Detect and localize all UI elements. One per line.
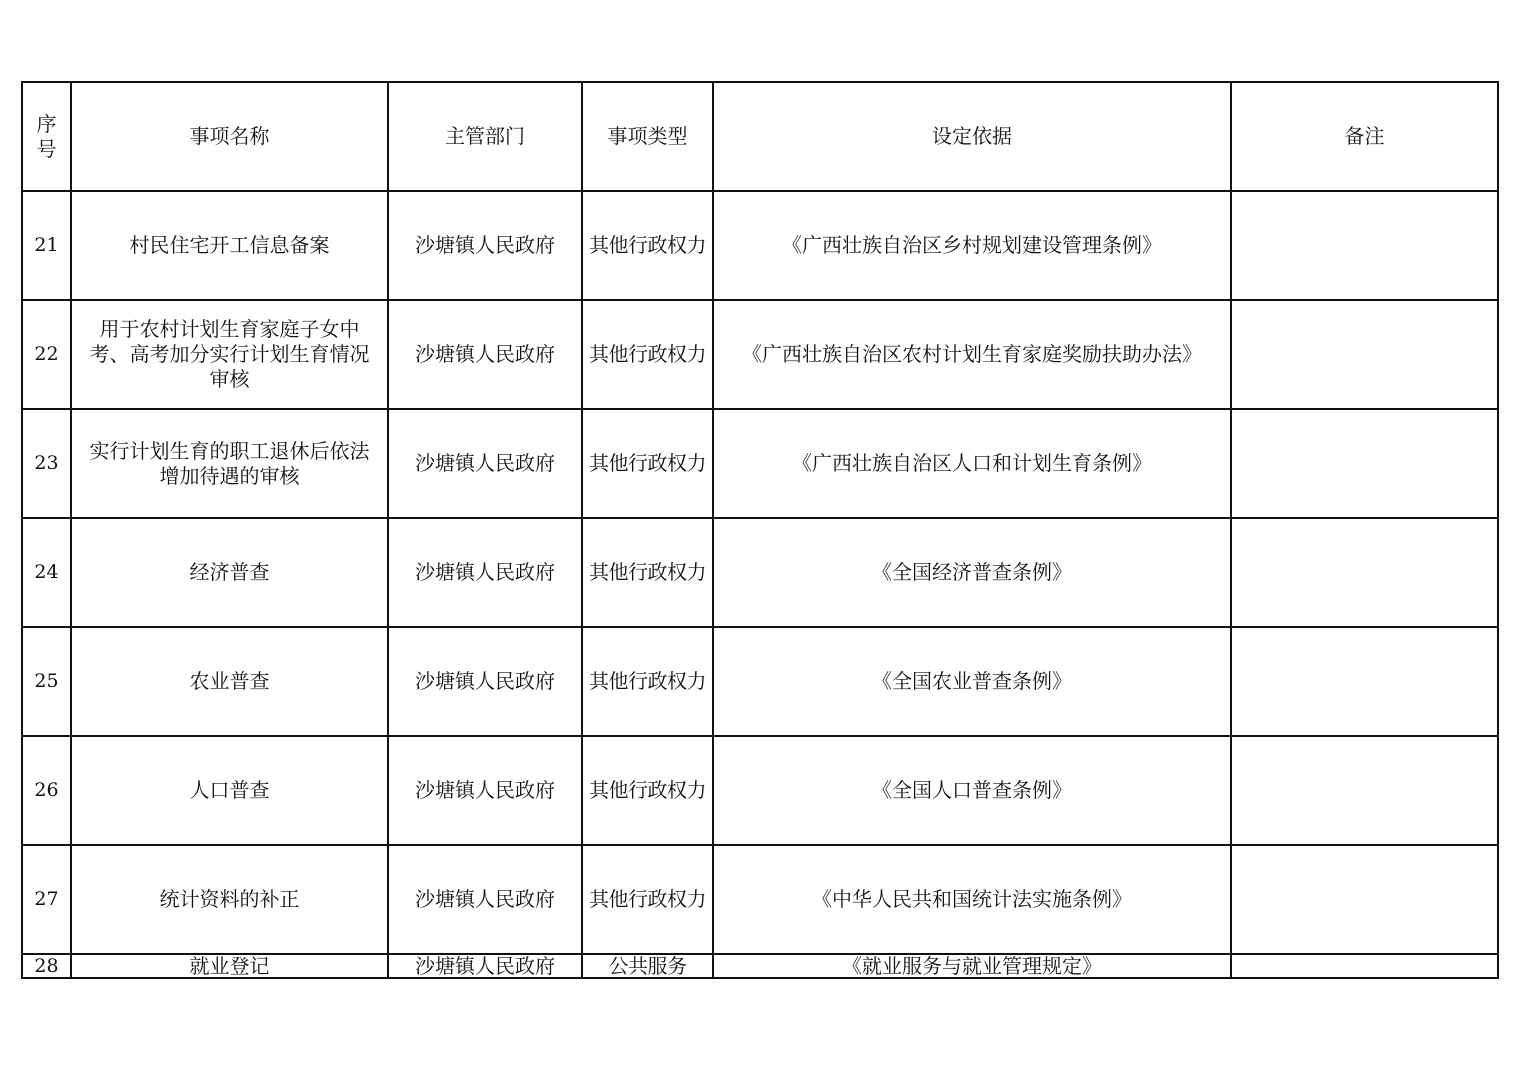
cell-remarks: [1231, 518, 1498, 627]
cell-legal-basis: 《广西壮族自治区人口和计划生育条例》: [713, 409, 1231, 518]
cell-item-type: 其他行政权力: [582, 736, 713, 845]
table-row: [22, 845, 1498, 954]
cell-seq: 24: [22, 518, 71, 627]
header-item-type: 事项类型: [582, 82, 713, 191]
cell-item-name: 用于农村计划生育家庭子女中考、高考加分实行计划生育情况审核: [71, 300, 388, 409]
cell-item-name: 农业普查: [71, 627, 388, 736]
cell-remarks: [1231, 627, 1498, 736]
cell-item-type: 其他行政权力: [582, 845, 713, 954]
cell-legal-basis: 《中华人民共和国统计法实施条例》: [713, 845, 1231, 954]
items-table-container: [21, 81, 1497, 979]
cell-department: 沙塘镇人民政府: [388, 409, 582, 518]
table-row: [22, 191, 1498, 300]
table-header-row: [22, 82, 1498, 191]
cell-item-type: 其他行政权力: [582, 300, 713, 409]
cell-seq: 28: [22, 954, 71, 978]
cell-seq: 25: [22, 627, 71, 736]
cell-item-name: 村民住宅开工信息备案: [71, 191, 388, 300]
cell-remarks: [1231, 845, 1498, 954]
cell-item-type: 其他行政权力: [582, 409, 713, 518]
header-item-name: 事项名称: [71, 82, 388, 191]
cell-seq: 26: [22, 736, 71, 845]
table-row: [22, 627, 1498, 736]
table-row: [22, 736, 1498, 845]
header-remarks: 备注: [1231, 82, 1498, 191]
cell-seq: 21: [22, 191, 71, 300]
cell-remarks: [1231, 300, 1498, 409]
items-table: [21, 81, 1499, 979]
cell-legal-basis: 《全国经济普查条例》: [713, 518, 1231, 627]
cell-item-type: 其他行政权力: [582, 627, 713, 736]
cell-legal-basis: 《广西壮族自治区农村计划生育家庭奖励扶助办法》: [713, 300, 1231, 409]
cell-item-name: 统计资料的补正: [71, 845, 388, 954]
cell-legal-basis: 《全国人口普查条例》: [713, 736, 1231, 845]
cell-seq: 22: [22, 300, 71, 409]
table-row: [22, 518, 1498, 627]
cell-department: 沙塘镇人民政府: [388, 954, 582, 978]
cell-item-name: 人口普查: [71, 736, 388, 845]
cell-item-type: 公共服务: [582, 954, 713, 978]
cell-legal-basis: 《广西壮族自治区乡村规划建设管理条例》: [713, 191, 1231, 300]
cell-remarks: [1231, 409, 1498, 518]
table-row: [22, 954, 1498, 978]
table-row: [22, 300, 1498, 409]
cell-department: 沙塘镇人民政府: [388, 627, 582, 736]
header-legal-basis: 设定依据: [713, 82, 1231, 191]
cell-department: 沙塘镇人民政府: [388, 191, 582, 300]
cell-item-name: 实行计划生育的职工退休后依法增加待遇的审核: [71, 409, 388, 518]
cell-item-name: 就业登记: [71, 954, 388, 978]
cell-department: 沙塘镇人民政府: [388, 845, 582, 954]
cell-item-name: 经济普查: [71, 518, 388, 627]
cell-legal-basis: 《全国农业普查条例》: [713, 627, 1231, 736]
cell-department: 沙塘镇人民政府: [388, 300, 582, 409]
cell-seq: 23: [22, 409, 71, 518]
header-department: 主管部门: [388, 82, 582, 191]
header-seq: 序号: [22, 82, 71, 191]
cell-seq: 27: [22, 845, 71, 954]
cell-legal-basis: 《就业服务与就业管理规定》: [713, 954, 1231, 978]
cell-remarks: [1231, 191, 1498, 300]
cell-department: 沙塘镇人民政府: [388, 518, 582, 627]
cell-remarks: [1231, 736, 1498, 845]
cell-item-type: 其他行政权力: [582, 191, 713, 300]
cell-item-type: 其他行政权力: [582, 518, 713, 627]
cell-department: 沙塘镇人民政府: [388, 736, 582, 845]
cell-remarks: [1231, 954, 1498, 978]
table-row: [22, 409, 1498, 518]
